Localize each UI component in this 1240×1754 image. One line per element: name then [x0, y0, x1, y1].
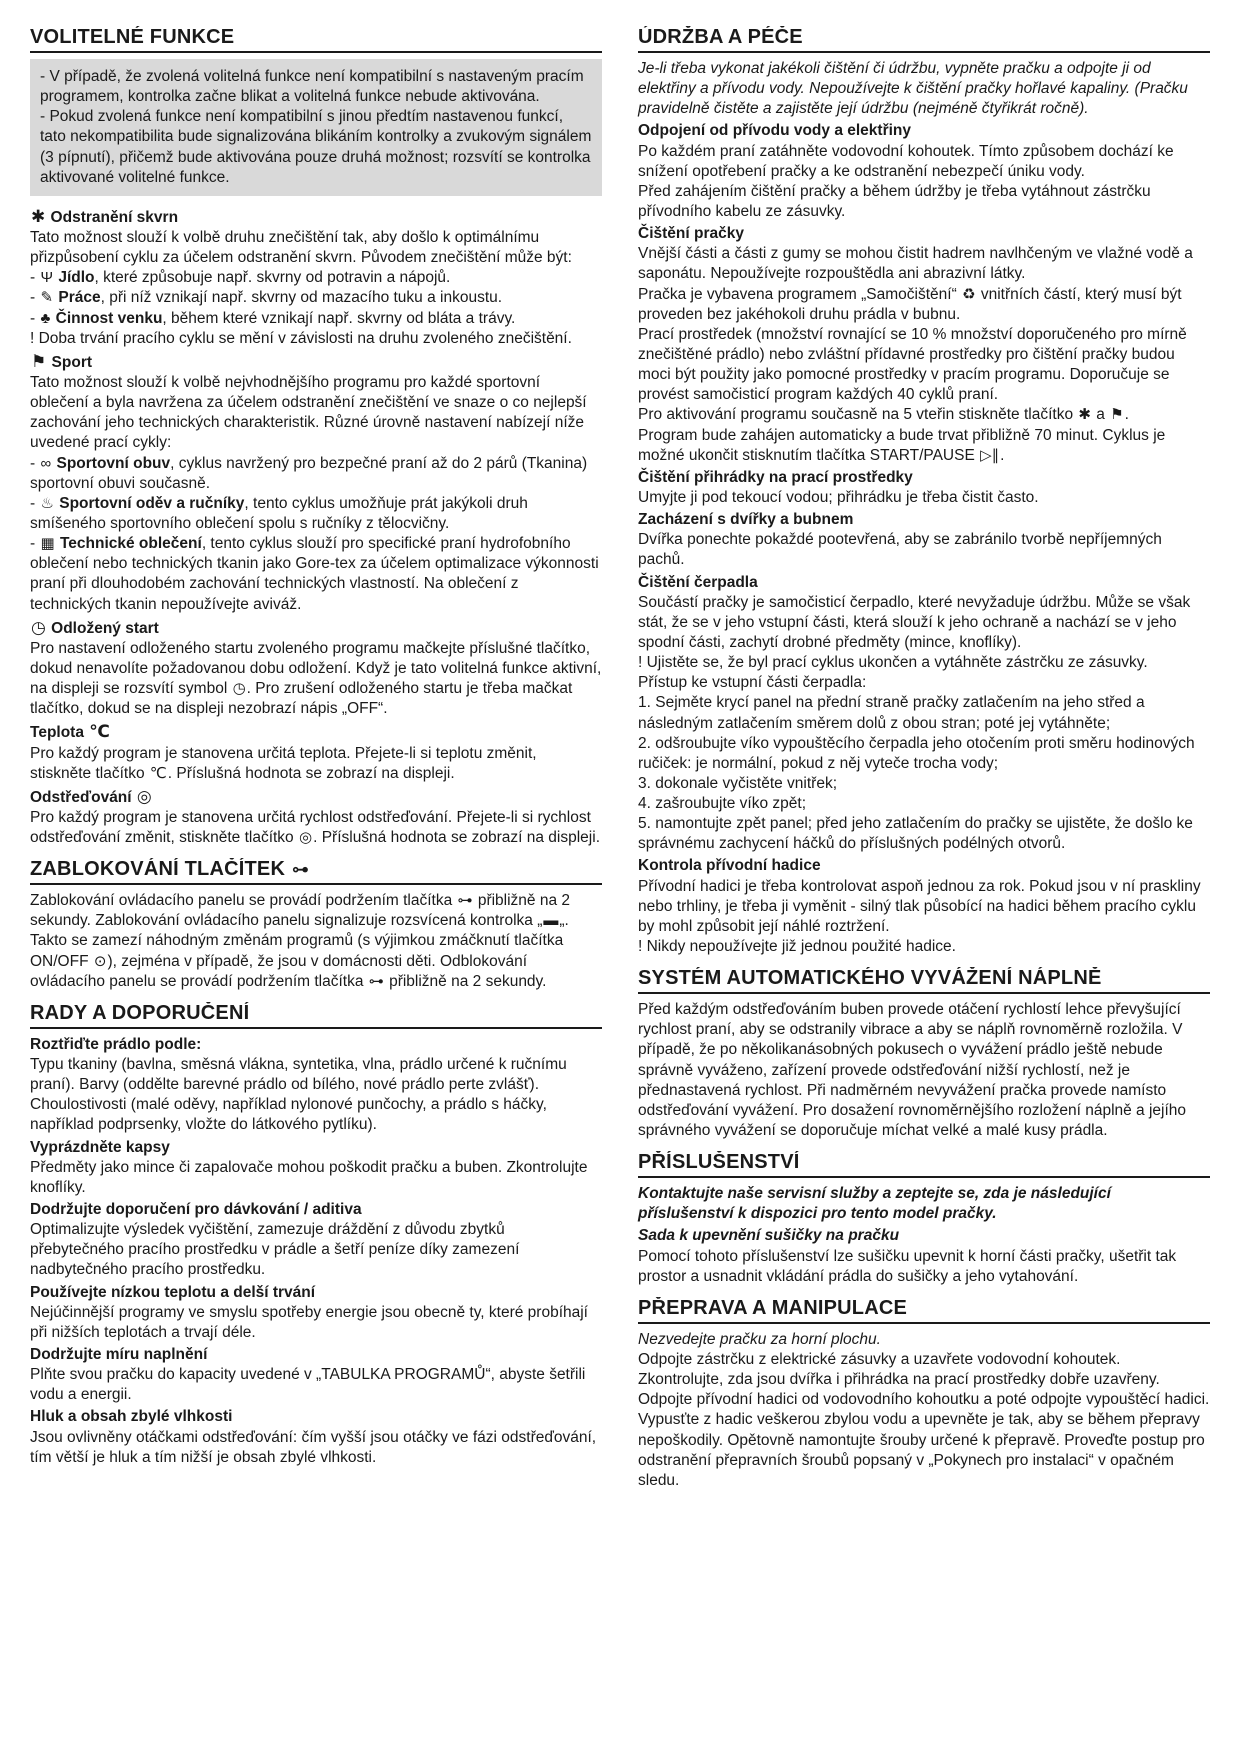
paragraph: [638, 405, 1210, 425]
paragraph: [638, 593, 1210, 653]
paragraph: [638, 1350, 1210, 1491]
text-run: , cyklus navržený pro bezpečné praní až do 2 párů (Tkanina) sportovní obuvi současně.: [30, 454, 588, 492]
subheading: [638, 1226, 1210, 1246]
text-run: Sport: [47, 353, 93, 371]
paragraph: [30, 1220, 602, 1280]
paragraph: [638, 488, 1210, 508]
text-run: -: [30, 289, 40, 307]
paragraph: [30, 268, 602, 288]
paragraph: [30, 309, 602, 329]
subheading: [638, 468, 1210, 488]
paragraph: [638, 653, 1210, 673]
text-run: Umyjte ji pod tekoucí vodou; přihrádku je třeba čistit často.: [638, 488, 1039, 506]
spin-icon: ◎: [136, 786, 152, 806]
text-run: Součástí pračky je samočisticí čerpadlo, které nevyžaduje údržbu. Může se však stát, že se v jeho vstupní části, která slouží k jeho ochraně a nachází se v jeho spodní části, zachytí drobné předměty (mince, knoflíky).: [638, 593, 1191, 651]
text-run: Plňte svou pračku do kapacity uvedené v „TABULKA PROGRAMŮ“, abyste šetřili vodu a energii.: [30, 1366, 586, 1404]
subheading: [30, 786, 602, 808]
sport-icon: ⚑: [1110, 406, 1124, 424]
text-run: SYSTÉM AUTOMATICKÉHO VYVÁŽENÍ NÁPLNĚ: [638, 967, 1102, 990]
key-lock-icon: ⊶: [291, 860, 310, 880]
text-run: Sada k upevnění sušičky na pračku: [638, 1227, 900, 1245]
text-run: Jídlo: [54, 269, 95, 287]
paragraph: [638, 1330, 1210, 1350]
delayed-start-icon: ◷: [31, 617, 46, 637]
subheading: [638, 856, 1210, 876]
text-run: , které způsobuje např. skvrny od potravin a nápojů.: [94, 269, 451, 287]
work-icon: ✎: [40, 289, 54, 307]
subheading: [30, 1138, 602, 1158]
text-run: 2. odšroubujte víko vypouštěcího čerpadla jeho otočením proti směru hodinových ručiček: je normální, pokud z něj vyteče trocha vody;: [638, 734, 1195, 772]
paragraph: [638, 937, 1210, 957]
subheading: [638, 224, 1210, 244]
note-line: - Pokud zvolená funkce není kompatibilní s jinou předtím nastavenou funkcí, tato nekompatibilita bude signalizována blikáním kontrolky a zvukovým signálem (3 pípnutí), přičemž bude aktivována pouze druhá možnost; rozsvítí se kontrolka aktivované volitelné funkce.: [40, 108, 592, 186]
key-lock-icon: ⊶: [457, 892, 473, 910]
text-run: přibližně na 2 sekundy. Zablokování ovládacího panelu signalizuje rozsvícená kontrolka „: [30, 892, 571, 930]
subheading: [638, 121, 1210, 141]
text-run: , tento cyklus slouží pro specifické praní hydrofobního oblečení nebo technických tkanin jako Gore-tex za účelem optimalizace výkonnosti praní při dlouhodobém zachování technických vlastností. Na oblečení z technických tkanin nepoužívejte aviváž.: [30, 535, 599, 613]
text-run: Pro každý program je stanovena určitá teplota. Přejete-li si teplotu změnit, stiskněte tlačítko: [30, 744, 537, 782]
text-run: Typu tkaniny (bavlna, směsná vlákna, syntetika, vlna, prádlo určené k ručnímu praní). Barvy (oddělte barevné prádlo od bílého, nové prádlo perte zvlášť). Choulostivosti (malé oděvy, například nylonové punčochy, a prádlo s háčky, například podprsenky, vložte do látkového pytlíku).: [30, 1056, 567, 1134]
text-run: ), zejména v případě, že jsou v domácnosti děti. Odblokování ovládacího panelu se provádí podržením tlačítka: [30, 952, 528, 990]
text-run: přibližně na 2 sekundy.: [384, 972, 547, 990]
stain-removal-icon: ✱: [31, 206, 46, 226]
paragraph: [638, 285, 1210, 325]
text-run: Pomocí tohoto příslušenství lze sušičku upevnit k horní části pračky, ušetřit tak prostor a usnadnit vkládání prádla do sušičky a jeho vytahování.: [638, 1247, 1177, 1285]
text-run: Používejte nízkou teplotu a delší trvání: [30, 1283, 316, 1301]
text-run: . Příslušná hodnota se zobrazí na displeji.: [313, 829, 600, 847]
text-run: Po každém praní zatáhněte vodovodní kohoutek. Tímto způsobem dochází ke snížení opotřebení pračky a ke odstranění nebezpečí úniku vody.: [638, 142, 1174, 180]
text-run: Nejúčinnější programy ve smyslu spotřeby energie jsou obecně ty, které probíhají při nižších teplotách a trvají déle.: [30, 1303, 588, 1341]
paragraph: [638, 814, 1210, 854]
text-run: PŘEPRAVA A MANIPULACE: [638, 1296, 908, 1319]
text-run: .: [1124, 406, 1129, 424]
start-pause-icon: ▷∥: [980, 446, 1000, 464]
text-run: Přístup ke vstupní části čerpadla:: [638, 674, 867, 692]
paragraph: [30, 494, 602, 534]
text-run: Nezvedejte pračku za horní plochu.: [638, 1330, 881, 1348]
text-run: Činnost venku: [51, 309, 163, 327]
heading-optional-functions: [30, 26, 602, 53]
paragraph: [638, 530, 1210, 570]
text-run: ÚDRŽBA A PÉČE: [638, 26, 803, 48]
subheading: [30, 1407, 602, 1427]
paragraph: [30, 1158, 602, 1198]
text-run: Pračka je vybavena programem „Samočištění“: [638, 285, 962, 303]
text-run: -: [30, 309, 40, 327]
paragraph: [30, 1303, 602, 1343]
paragraph: [638, 1000, 1210, 1141]
text-run: Přívodní hadici je třeba kontrolovat aspoň jednou za rok. Pokud jsou v ní praskliny nebo trhliny, je třeba ji vyměnit - silný tlak působící na hadici během pracího cyklu by mohl způsobit její náhlé roztržení.: [638, 877, 1201, 935]
subheading: [638, 573, 1210, 593]
text-run: Před zahájením čištění pračky a během údržby je třeba vytáhnout zástrčku přívodního kabelu ze zásuvky.: [638, 182, 1151, 220]
text-run: VOLITELNÉ FUNKCE: [30, 26, 235, 48]
text-run: Jsou ovlivněny otáčkami odstřeďování: čím vyšší jsou otáčky ve fázi odstřeďování, tím větší je hluk a tím nižší je obsah zbylé vlhkosti.: [30, 1428, 597, 1466]
text-run: Tato možnost slouží k volbě druhu znečištění tak, aby došlo k optimálnímu přizpůsobení cyklu za účelem odstranění skvrn. Původem znečištění může být:: [30, 228, 572, 267]
food-icon: Ψ: [40, 269, 54, 287]
text-run: Před každým odstřeďováním buben provede otáčení rychlostí lehce převyšující rychlost praní, aby se odstranily vibrace a aby se náplň rovnoměrně rozložila. V případě, že po několikanásobných pokusech o vyvážení prádlo ještě nebude správně vyváženo, zařízení provede odstřeďování nižší rychlostí, než je přednastavená rychlost. Při nadměrném nevyvážení pračka provede namísto odstřeďování vyvážení. Pro dosažení rovnoměrnějšího rozložení náplně a jejího správného vyvážení se doporučuje míchat velké a malé kusy prádla.: [638, 1001, 1187, 1140]
paragraph: [638, 142, 1210, 182]
text-run: , tento cyklus umožňuje prát jakýkoli druh smíšeného sportovního oblečení spolu s ručníky z tělocvičny.: [30, 494, 528, 532]
right-column: [638, 24, 1210, 1714]
paragraph: [30, 373, 602, 454]
subheading: [30, 206, 602, 228]
lock-indicator-icon: ▬: [543, 912, 559, 930]
text-run: RADY A DOPORUČENÍ: [30, 1001, 250, 1024]
text-run: Dodržujte míru naplnění: [30, 1346, 208, 1364]
heading-tips-recommendations: [30, 1002, 602, 1029]
sportswear-towels-icon: ♨: [40, 494, 54, 512]
outdoor-icon: ♣: [40, 309, 51, 327]
text-run: Program bude zahájen automaticky a bude trvat přibližně 70 minut. Cyklus je možné ukončit stisknutím tlačítka START/PAUSE: [638, 426, 1166, 464]
technical-clothing-icon: ▦: [40, 535, 55, 553]
text-run: , během které vznikají např. skvrny od bláta a trávy.: [162, 309, 516, 327]
text-run: Pro každý program je stanovena určitá rychlost odstřeďování. Přejete-li si rychlost odstřeďování změnit, stiskněte tlačítko: [30, 808, 591, 847]
self-clean-icon: ♻: [962, 285, 976, 303]
heading-key-lock: [30, 858, 602, 885]
text-run: 3. dokonale vyčistěte vnitřek;: [638, 774, 838, 792]
text-run: Sportovní obuv: [52, 454, 171, 472]
text-run: Práce: [54, 289, 101, 307]
text-run: Hluk a obsah zbylé vlhkosti: [30, 1408, 233, 1426]
text-run: Zacházení s dvířky a bubnem: [638, 511, 854, 529]
temperature-icon: ℃: [89, 722, 110, 742]
text-run: Tato možnost slouží k volbě nejvhodnějšího programu pro každé sportovní oblečení a byla navržena za účelem odstranění znečištění ve snaze o co nejlepší zachování jeho technických charakteristik. Různé úrovně nastavení nabízejí níže uvedené prací cykly:: [30, 373, 587, 452]
text-run: Odložený start: [46, 619, 159, 637]
text-run: Odpojení od přívodu vody a elektřiny: [638, 122, 912, 140]
paragraph: [638, 59, 1210, 119]
text-run: Prací prostředek (množství rovnající se 10 % množství doporučeného pro mírně znečištěné prádlo) nebo zvláštní přídavné prostředky pro čištění pračky budou moci být použity jako pomocné prostředky v pracím programu. Doporučuje se provést samočisticí program každých 40 cyklů praní.: [638, 325, 1187, 404]
heading-load-balancing-system: [638, 967, 1210, 994]
text-run: 4. zašroubujte víko zpět;: [638, 795, 807, 813]
subheading: [30, 1283, 602, 1303]
text-run: Zablokování ovládacího panelu se provádí podržením tlačítka: [30, 892, 457, 910]
paragraph: [30, 534, 602, 615]
text-run: Sportovní oděv a ručníky: [54, 494, 245, 512]
text-run: Odpojte zástrčku z elektrické zásuvky a uzavřete vodovodní kohoutek. Zkontrolujte, zda jsou dvířka i přihrádka na prací prostředky dobře uzavřeny. Odpojte přívodní hadici od vodovodního kohoutku a poté odpojte vypouštěcí hadici. Vypusťte z hadic veškerou zbylou vodu a upevněte je tak, aby se během přepravy nepoškodily. Opětovně namontujte šrouby určené k přepravě. Proveďte postup pro odstranění přepravních šroubů popsaný v „Pokynech pro instalaci“ v opačném sledu.: [638, 1351, 1210, 1489]
paragraph: [30, 1055, 602, 1136]
paragraph: [638, 734, 1210, 774]
text-run: -: [30, 454, 40, 472]
paragraph: [638, 673, 1210, 693]
power-icon: ⊙: [93, 952, 107, 970]
text-run: Čištění přihrádky na prací prostředky: [638, 468, 913, 486]
text-run: Odstranění skvrn: [46, 208, 179, 226]
text-run: Optimalizujte výsledek vyčištění, zamezuje dráždění z důvodu zbytků přebytečného pracího prostředku v prádle a šetří peníze díky zamezení nadbytečného pracího prostředku.: [30, 1221, 520, 1279]
text-run: ! Nikdy nepoužívejte již jednou použité hadice.: [638, 938, 956, 956]
text-run: Pro nastavení odloženého startu zvoleného programu mačkejte příslušné tlačítko, dokud nenavolíte požadovanou dobu odložení. Když je tato volitelná funkce aktivní, na displeji se rozsvítí symbol: [30, 639, 602, 698]
text-run: Vnější části a části z gumy se mohou čistit hadrem navlhčeným ve vlažné vodě a saponátu. Nepoužívejte rozpouštědla ani abrazivní látky.: [638, 245, 1193, 283]
text-run: Technické oblečení: [55, 535, 202, 553]
temperature-icon: ℃: [149, 764, 167, 782]
delayed-start-icon: ◷: [232, 680, 246, 698]
paragraph: [30, 744, 602, 784]
paragraph: [30, 639, 602, 720]
text-run: a: [1091, 406, 1110, 424]
paragraph: [638, 325, 1210, 406]
text-run: Vyprázdněte kapsy: [30, 1138, 170, 1156]
text-run: ! Ujistěte se, že byl prací cyklus ukončen a vytáhněte zástrčku ze zásuvky.: [638, 654, 1148, 672]
paragraph: [30, 329, 602, 349]
paragraph: [638, 1247, 1210, 1287]
text-run: Čištění pračky: [638, 225, 744, 243]
paragraph: [638, 426, 1210, 466]
text-run: Kontaktujte naše servisní služby a zeptejte se, zda je následující příslušenství k dispozici pro tento model pračky.: [638, 1185, 1111, 1223]
key-lock-icon: ⊶: [368, 972, 384, 990]
text-run: Kontrola přívodní hadice: [638, 857, 821, 875]
heading-accessories: [638, 1151, 1210, 1178]
text-run: Pro aktivování programu současně na 5 vteřin stiskněte tlačítko: [638, 406, 1078, 424]
heading-transport-handling: [638, 1297, 1210, 1324]
paragraph: [638, 877, 1210, 937]
paragraph: [30, 228, 602, 268]
text-run: „. Takto se zamezí náhodným změnám programů (s výjimkou zmáčknutí tlačítka ON/OFF: [30, 912, 569, 970]
paragraph: [638, 244, 1210, 284]
text-run: . Pro zrušení odloženého startu je třeba mačkat tlačítko, dokud se na displeji nezobrazí nápis „OFF“.: [30, 680, 573, 718]
text-run: ZABLOKOVÁNÍ TLAČÍTEK: [30, 858, 291, 881]
text-run: Čištění čerpadla: [638, 573, 758, 591]
text-run: 5. namontujte zpět panel; před jeho zatlačením do pračky se ujistěte, že došlo ke správnému zachycení háčků do příslušných podélných otvorů.: [638, 815, 1193, 853]
note-box: [30, 59, 602, 196]
sport-icon: ⚑: [31, 351, 47, 371]
text-run: -: [30, 535, 40, 553]
text-run: Roztřiďte prádlo podle:: [30, 1035, 202, 1053]
text-run: Je-li třeba vykonat jakékoli čištění či údržbu, vypněte pračku a odpojte ji od elektřiny a přívodu vody. Nepoužívejte k čištění pračky hořlavé kapaliny. (Pračku pravidelně čistěte a zajistěte její údržbu (nejméně čtyřikrát ročně).: [638, 60, 1188, 118]
paragraph: [30, 808, 602, 848]
text-run: , při níž vznikají např. skvrny od mazacího tuku a inkoustu.: [100, 289, 503, 307]
text-run: Dvířka ponechte pokaždé pootevřená, aby se zabránilo tvorbě nepříjemných pachů.: [638, 531, 1162, 569]
text-run: -: [30, 494, 40, 512]
subheading: [30, 1200, 602, 1220]
subheading: [30, 721, 602, 743]
text-run: Odstřeďování: [30, 788, 136, 806]
subheading: [30, 617, 602, 639]
text-run: PŘÍSLUŠENSTVÍ: [638, 1151, 800, 1174]
paragraph: [30, 288, 602, 308]
subheading: [30, 1035, 602, 1055]
paragraph: [638, 794, 1210, 814]
text-run: vnitřních částí, který musí být proveden bez jakéhokoli druhu prádla v bubnu.: [638, 285, 1182, 323]
left-column: [30, 24, 602, 1714]
note-line: - V případě, že zvolená volitelná funkce není kompatibilní s nastaveným pracím programem, kontrolka začne blikat a volitelná funkce nebude aktivována.: [40, 68, 584, 106]
subheading: [30, 351, 602, 373]
paragraph: [638, 1184, 1210, 1224]
text-run: Dodržujte doporučení pro dávkování / aditiva: [30, 1201, 362, 1219]
text-run: -: [30, 269, 40, 287]
sport-shoes-icon: ∞: [40, 454, 52, 472]
paragraph: [30, 891, 602, 992]
paragraph: [638, 182, 1210, 222]
text-run: Předměty jako mince či zapalovače mohou poškodit pračku a buben. Zkontrolujte knoflíky.: [30, 1158, 588, 1196]
paragraph: [638, 774, 1210, 794]
paragraph: [30, 1428, 602, 1468]
text-run: .: [1000, 446, 1005, 464]
text-run: Teplota: [30, 724, 89, 742]
subheading: [30, 1345, 602, 1365]
paragraph: [30, 1365, 602, 1405]
text-run: ! Doba trvání pracího cyklu se mění v závislosti na druhu zvoleného znečištění.: [30, 329, 572, 347]
paragraph: [30, 454, 602, 494]
stain-removal-icon: ✱: [1078, 406, 1091, 424]
subheading: [638, 510, 1210, 530]
paragraph: [638, 693, 1210, 733]
text-run: 1. Sejměte krycí panel na přední straně pračky zatlačením na jeho střed a následným zatlačením směrem dolů z obou stran; poté jej vytáhněte;: [638, 694, 1145, 732]
spin-icon: ◎: [298, 829, 313, 847]
heading-maintenance-and-care: [638, 26, 1210, 53]
text-run: . Příslušná hodnota se zobrazí na displeji.: [167, 764, 455, 782]
